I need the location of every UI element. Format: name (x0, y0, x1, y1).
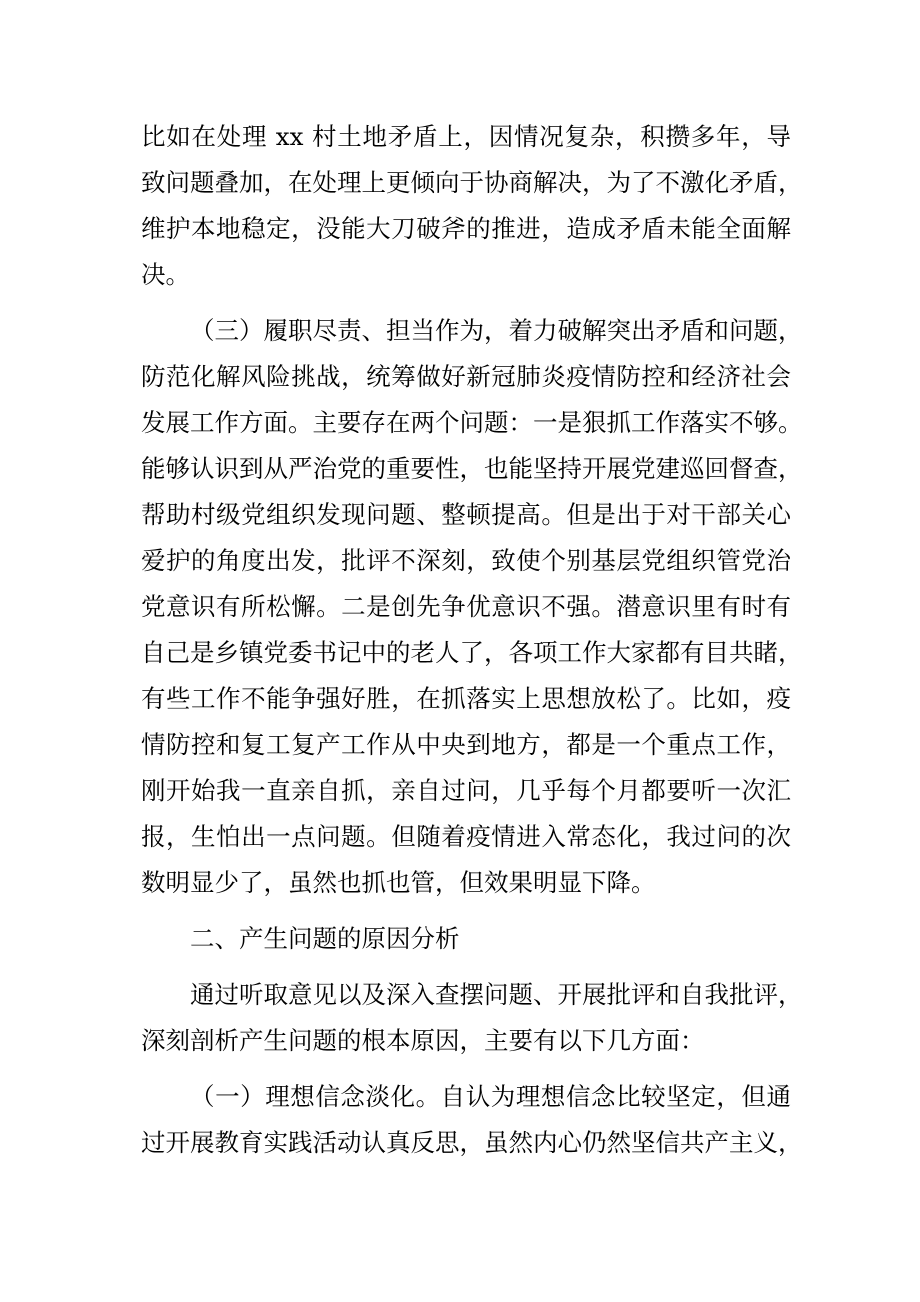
text-line-7: 发展工作方面。主要存在两个问题：一是狠抓工作落实不够。 (141, 408, 803, 437)
section-heading: 二、产生问题的原因分析 (190, 924, 460, 953)
text-line-15: 刚开始我一直亲自抓，亲自过问，几乎每个月都要听一次汇 (141, 776, 791, 805)
text-line-22: 过开展教育实践活动认真反思，虽然内心仍然坚信共产主义， (141, 1128, 803, 1157)
text-line-5: （三）履职尽责、担当作为，着力破解突出矛盾和问题， (190, 316, 803, 345)
text-line-16: 报，生怕出一点问题。但随着疫情进入常态化，我过问的次 (141, 822, 791, 851)
text-line-21: （一）理想信念淡化。自认为理想信念比较坚定，但通 (190, 1082, 791, 1111)
text-line-8: 能够认识到从严治党的重要性，也能坚持开展党建巡回督查， (141, 454, 803, 483)
text-line-6: 防范化解风险挑战，统筹做好新冠肺炎疫情防控和经济社会 (141, 362, 791, 391)
text-line-12: 自己是乡镇党委书记中的老人了，各项工作大家都有目共睹， (141, 638, 803, 667)
text-line-3: 维护本地稳定，没能大刀破斧的推进，造成矛盾未能全面解 (141, 214, 791, 243)
text-line-4: 决。 (141, 260, 190, 289)
text-line-20: 深刻剖析产生问题的根本原因，主要有以下几方面： (141, 1026, 705, 1055)
text-line-10: 爱护的角度出发，批评不深刻，致使个别基层党组织管党治 (141, 546, 791, 575)
text-line-13: 有些工作不能争强好胜，在抓落实上思想放松了。比如，疫 (141, 684, 791, 713)
text-line-11: 党意识有所松懈。二是创先争优意识不强。潜意识里有时有 (141, 592, 791, 621)
text-line-17: 数明显少了，虽然也抓也管，但效果明显下降。 (141, 868, 656, 897)
text-line-9: 帮助村级党组织发现问题、整顿提高。但是出于对干部关心 (141, 500, 791, 529)
text-line-2: 致问题叠加，在处理上更倾向于协商解决，为了不激化矛盾， (141, 168, 803, 197)
text-line-19: 通过听取意见以及深入查摆问题、开展批评和自我批评， (190, 980, 803, 1009)
text-line-14: 情防控和复工复产工作从中央到地方，都是一个重点工作， (141, 730, 791, 759)
text-line-1: 比如在处理 xx 村土地矛盾上，因情况复杂，积攒多年，导 (141, 122, 791, 151)
